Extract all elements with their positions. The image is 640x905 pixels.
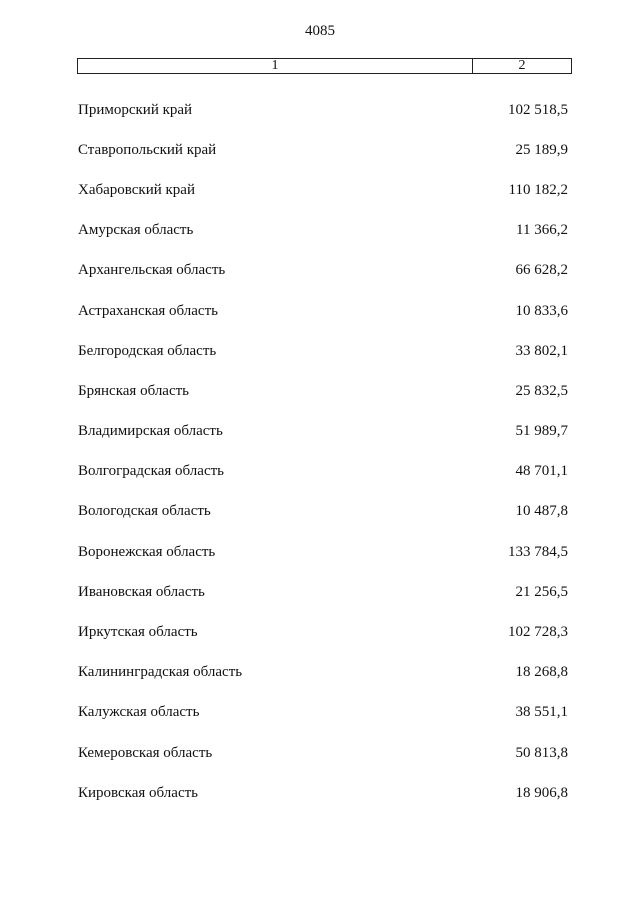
table-row — [78, 452, 568, 492]
table-row — [78, 331, 568, 371]
region-name: Иркутская область — [78, 624, 198, 641]
table-row — [78, 492, 568, 532]
region-name: Ивановская область — [78, 583, 205, 600]
table-row — [78, 572, 568, 612]
region-name: Воронежская область — [78, 543, 216, 560]
table-row — [78, 170, 568, 210]
region-name: Кемеровская область — [78, 744, 213, 761]
region-value: 21 256,5 — [515, 583, 568, 600]
region-value: 51 989,7 — [515, 423, 568, 440]
region-value: 11 366,2 — [516, 222, 568, 239]
region-value: 50 813,8 — [515, 744, 568, 761]
region-name: Архангельская область — [78, 262, 226, 279]
page-number: 4085 — [305, 23, 335, 39]
table-row — [78, 251, 568, 291]
region-value: 66 628,2 — [515, 262, 568, 279]
region-name: Белгородская область — [78, 342, 217, 359]
table-row — [78, 371, 568, 411]
region-name: Калужская область — [78, 704, 200, 721]
column-header-1: 1 — [78, 59, 473, 73]
table-row — [78, 532, 568, 572]
region-name: Астраханская область — [78, 302, 218, 319]
table-row — [78, 612, 568, 652]
table-header — [77, 58, 572, 74]
region-value: 102 728,3 — [508, 624, 568, 641]
table-row — [78, 733, 568, 773]
table-row — [78, 90, 568, 130]
region-value: 10 833,6 — [515, 302, 568, 319]
region-name: Кировская область — [78, 784, 199, 801]
region-value: 110 182,2 — [508, 181, 568, 198]
region-name: Амурская область — [78, 222, 194, 239]
table-row — [78, 773, 568, 813]
region-name: Владимирская область — [78, 423, 223, 440]
table-body — [78, 90, 568, 813]
column-header-2: 2 — [518, 58, 526, 73]
table-row — [78, 653, 568, 693]
table-row — [78, 130, 568, 170]
table-row — [78, 291, 568, 331]
region-name: Хабаровский край — [78, 181, 195, 198]
region-value: 18 268,8 — [515, 664, 568, 681]
region-value: 33 802,1 — [515, 342, 568, 359]
region-value: 48 701,1 — [515, 463, 568, 480]
table-row — [78, 693, 568, 733]
region-name: Ставропольский край — [78, 141, 217, 158]
region-value: 18 906,8 — [515, 784, 568, 801]
region-value: 133 784,5 — [508, 543, 568, 560]
region-name: Калининградская область — [78, 664, 243, 681]
region-value: 25 832,5 — [515, 382, 568, 399]
table-row — [78, 211, 568, 251]
region-value: 25 189,9 — [515, 141, 568, 158]
region-value: 10 487,8 — [515, 503, 568, 520]
region-name: Волгоградская область — [78, 463, 224, 480]
region-value: 102 518,5 — [508, 101, 568, 118]
region-name: Брянская область — [78, 382, 190, 399]
region-name: Вологодская область — [78, 503, 211, 520]
region-value: 38 551,1 — [515, 704, 568, 721]
region-name: Приморский край — [78, 101, 193, 118]
table-row — [78, 412, 568, 452]
